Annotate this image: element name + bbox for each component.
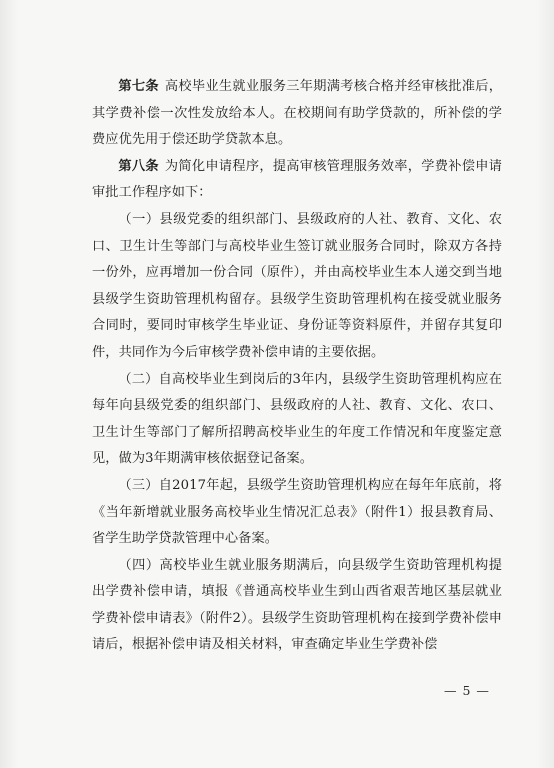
document-body — [92, 74, 502, 659]
article-7-text: 高校毕业生就业服务三年期满考核合格并经审核批准后，其学费补偿一次性发放给本人。在校期间有助学贷款的，所补偿的学费应优先用于偿还助学贷款本息。 — [92, 79, 502, 148]
procedure-item-3: （三）自2017年起，县级学生资助管理机构应在每年年底前，将《当年新增就业服务高校毕业生情况汇总表》（附件1）报县教育局、省学生助学贷款管理中心备案。 — [92, 477, 502, 547]
page-number: — 5 — — [444, 683, 490, 698]
procedure-item-1: （一）县级党委的组织部门、县级政府的人社、教育、文化、农口、卫生计生等部门与高校毕业生签订就业服务合同时，除双方各持一份外，应再增加一份合同（原件），并由高校毕业生本人递交到当地县级学生资助管理机构留存。县级学生资助管理机构在接受就业服务合同时，要同时审核学生毕业证、身份证等资料原件，并留存其复印件，共同作为今后审核学费补偿申请的主要依据。 — [92, 211, 502, 360]
article-8-text: 为简化申请程序，提高审核管理服务效率，学费补偿申请审批工作程序如下： — [92, 158, 502, 201]
procedure-item-4: （四）高校毕业生就业服务期满后，向县级学生资助管理机构提出学费补偿申请，填报《普通高校毕业生到山西省艰苦地区基层就业学费补偿申请表》（附件2）。县级学生资助管理机构在接到学费补偿申请后，根据补偿申请及相关材料，审查确定毕业生学费补偿 — [92, 557, 502, 653]
procedure-item-2: （二）自高校毕业生到岗后的3年内，县级学生资助管理机构应在每年向县级党委的组织部门、县级政府的人社、教育、文化、农口、卫生计生等部门了解所招聘高校毕业生的年度工作情况和年度鉴定意见，做为3年期满审核依据登记备案。 — [92, 371, 502, 467]
article-8-paragraph — [92, 154, 502, 207]
article-7-label: 第七条 — [118, 79, 159, 94]
article-8-label: 第八条 — [118, 158, 159, 174]
article-7-paragraph — [92, 74, 502, 154]
